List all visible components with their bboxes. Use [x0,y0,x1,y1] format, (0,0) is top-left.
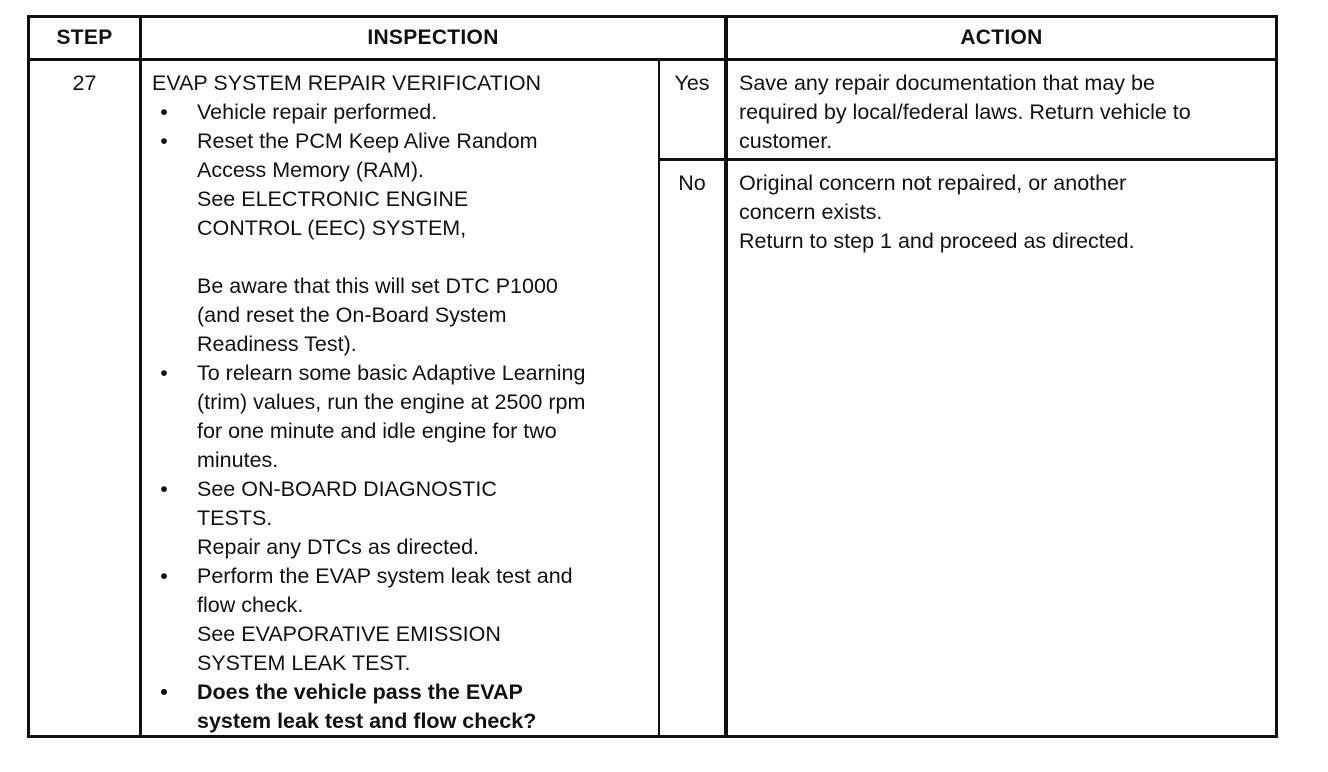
inspection-item-5 [152,562,585,678]
item-5-reference: SYSTEM LEAK TEST. [197,651,411,675]
item-3-line: (trim) values, run the engine at 2500 rpm [197,390,586,414]
item-4-instruction: Repair any DTCs as directed. [197,535,479,559]
divider-inspection-yesno [658,60,660,738]
yes-no-divider [658,158,1278,161]
item-3-line: minutes. [197,448,279,472]
inspection-item-4 [152,475,585,562]
bullet-icon: • [160,477,168,501]
yes-label: Yes [674,71,710,95]
yes-action-line: required by local/federal laws. Return vehicle to [739,100,1191,124]
item-2-line: Reset the PCM Keep Alive Random [197,129,538,153]
inspection-item-2 [152,127,585,359]
no-label: No [678,171,706,195]
item-2-line: Access Memory (RAM). [197,158,424,182]
yes-action-line: customer. [739,129,833,153]
step-number: 27 [72,71,97,95]
inspection-title: EVAP SYSTEM REPAIR VERIFICATION [152,71,542,95]
item-4-line: TESTS. [197,506,273,530]
question-line: system leak test and flow check? [197,709,537,733]
question-line: Does the vehicle pass the EVAP [197,680,523,704]
item-2-reference: See ELECTRONIC ENGINE [197,187,469,211]
inspection-item-3 [152,359,585,475]
item-5-reference: See EVAPORATIVE EMISSION [197,622,501,646]
divider-step-inspection [139,15,142,738]
bullet-icon: • [160,564,168,588]
bullet-icon: • [160,129,168,153]
item-2-note: (and reset the On-Board System [197,303,507,327]
yes-action-line: Save any repair documentation that may be [739,71,1155,95]
item-5-line: Perform the EVAP system leak test and [197,564,573,588]
item-4-line: See ON-BOARD DIAGNOSTIC [197,477,497,501]
header-action: ACTION [960,25,1043,49]
bullet-icon: • [160,680,168,704]
item-1-line: Vehicle repair performed. [197,100,438,124]
header-step: STEP [56,25,113,49]
no-action-line: Return to step 1 and proceed as directed. [739,229,1135,253]
item-3-line: for one minute and idle engine for two [197,419,557,443]
yes-action [739,69,1191,156]
no-action-line: concern exists. [739,200,883,224]
no-action [739,169,1135,256]
spacer [197,243,585,272]
inspection-item-1 [152,98,585,127]
inspection-question [152,678,585,736]
divider-inspection-action [724,15,728,738]
header-inspection: INSPECTION [367,25,499,49]
item-2-note: Be aware that this will set DTC P1000 [197,274,558,298]
inspection-cell [152,69,585,736]
item-2-note: Readiness Test). [197,332,357,356]
item-5-line: flow check. [197,593,304,617]
no-action-line: Original concern not repaired, or another [739,171,1127,195]
bullet-icon: • [160,361,168,385]
item-3-line: To relearn some basic Adaptive Learning [197,361,586,385]
item-2-reference: CONTROL (EEC) SYSTEM, [197,216,467,240]
bullet-icon: • [160,100,168,124]
